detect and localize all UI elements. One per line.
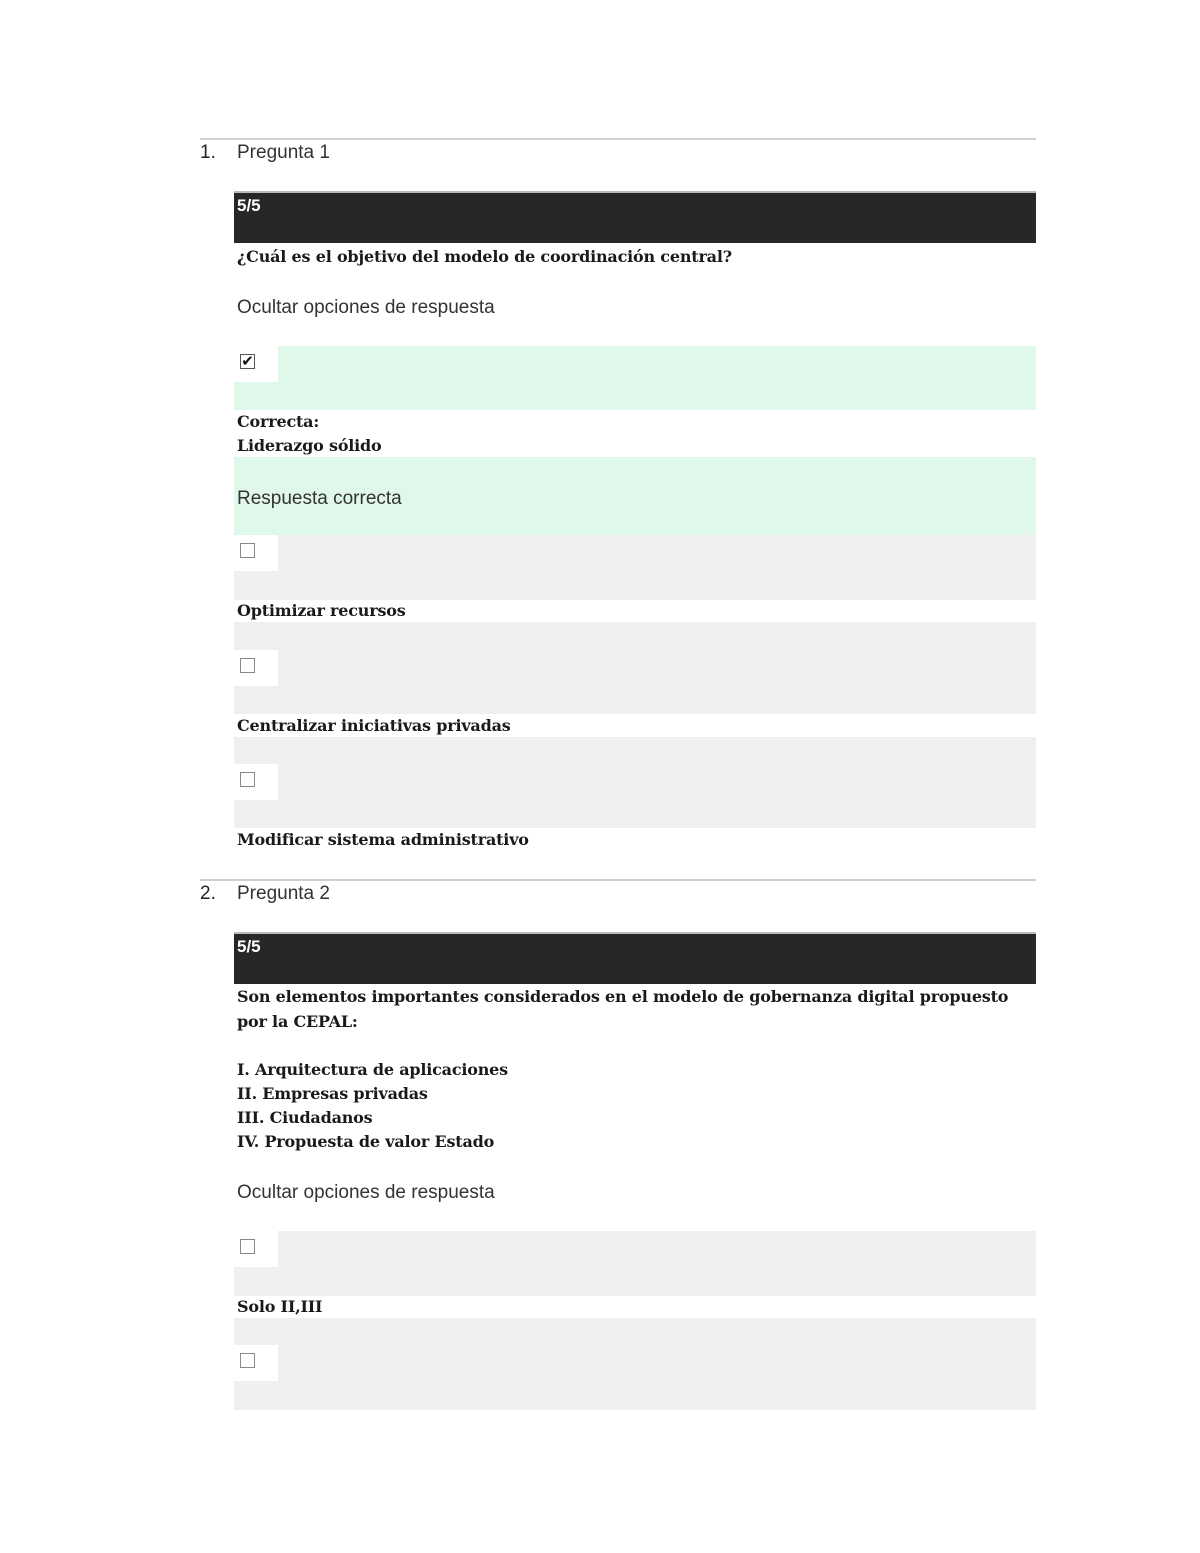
score-value: 5/5 (237, 937, 261, 956)
answer-option-text: Modificar sistema administrativo (237, 830, 529, 849)
question-text-line: Son elementos importantes considerados en el modelo de gobernanza digital propuesto (237, 987, 1009, 1006)
question-title: Pregunta 1 (237, 142, 330, 163)
question-text: ¿Cuál es el objetivo del modelo de coordinación central? (237, 247, 732, 266)
score-value: 5/5 (237, 196, 261, 215)
question-divider (200, 879, 1036, 881)
list-item: II. Empresas privadas (237, 1084, 428, 1103)
list-item: IV. Propuesta de valor Estado (237, 1132, 495, 1151)
list-item: III. Ciudadanos (237, 1108, 373, 1127)
score-bar (234, 191, 1036, 243)
hide-options-link[interactable]: Ocultar opciones de respuesta (237, 297, 495, 318)
checkbox-icon[interactable] (240, 1353, 255, 1368)
correct-feedback-text: Respuesta correcta (237, 488, 402, 509)
checkbox-icon[interactable] (240, 772, 255, 787)
checkbox-icon[interactable] (240, 543, 255, 558)
answer-option[interactable] (234, 1231, 1036, 1296)
correct-label: Correcta: (237, 412, 320, 431)
answer-checkbox-wrap[interactable] (234, 1345, 278, 1381)
answer-option[interactable] (234, 346, 1036, 410)
answer-option[interactable] (234, 1318, 1036, 1410)
answer-checkbox-wrap[interactable] (234, 535, 278, 571)
answer-option-text: Liderazgo sólido (237, 436, 382, 455)
checkbox-icon[interactable] (240, 658, 255, 673)
score-bar (234, 932, 1036, 984)
question-title: Pregunta 2 (237, 883, 330, 904)
answer-option-text: Optimizar recursos (237, 601, 406, 620)
question-number: 2. (200, 883, 216, 904)
answer-option-text: Centralizar iniciativas privadas (237, 716, 511, 735)
question-text-line: por la CEPAL: (237, 1012, 358, 1031)
checkbox-checked-icon[interactable]: ✔ (241, 352, 254, 370)
answer-option-text: Solo II,III (237, 1297, 323, 1316)
answer-checkbox-wrap[interactable] (234, 764, 278, 800)
question-divider (200, 138, 1036, 140)
list-item: I. Arquitectura de aplicaciones (237, 1060, 508, 1079)
question-number: 1. (200, 142, 216, 163)
answer-checkbox-wrap[interactable] (234, 1231, 278, 1267)
answer-checkbox-wrap[interactable] (234, 346, 278, 382)
answer-option[interactable] (234, 737, 1036, 828)
hide-options-link[interactable]: Ocultar opciones de respuesta (237, 1182, 495, 1203)
answer-checkbox-wrap[interactable] (234, 650, 278, 686)
answer-option[interactable] (234, 535, 1036, 600)
checkbox-icon[interactable] (240, 1239, 255, 1254)
answer-option[interactable] (234, 622, 1036, 714)
